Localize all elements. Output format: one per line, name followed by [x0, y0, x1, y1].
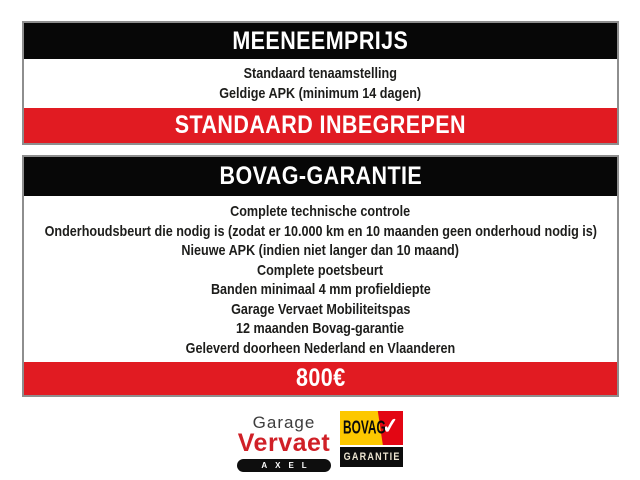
meeneemprijs-header-bar [24, 23, 617, 59]
vervaet-logo-name-text: Vervaet [237, 429, 331, 457]
bovag-logo-name: BOVAG [343, 417, 386, 438]
check-icon: ✓ [380, 414, 401, 439]
meeneemprijs-body [24, 59, 617, 108]
meeneemprijs-title: MEENEEMPRIJS [232, 26, 409, 55]
price-bar [24, 362, 617, 395]
list-item: Banden minimaal 4 mm profieldiepte [210, 281, 431, 298]
bovag-garantie-box [22, 155, 619, 397]
bovag-logo-garantie-label: GARANTIE [343, 451, 401, 463]
bovag-logo-top [340, 411, 403, 445]
list-item: Geldige APK (minimum 14 dagen) [219, 85, 422, 102]
vervaet-axel-badge: AXEL [237, 459, 331, 472]
list-item: Standaard tenaamstelling [243, 65, 398, 82]
bovag-garantie-logo [340, 411, 403, 467]
standaard-inbegrepen-bar [24, 108, 617, 143]
meeneemprijs-box [22, 21, 619, 145]
list-item: Garage Vervaet Mobiliteitspas [230, 300, 411, 318]
standaard-inbegrepen-label: STANDAARD INBEGREPEN [174, 111, 467, 139]
vervaet-logo-garage-text: Garage [252, 413, 316, 432]
list-item: Complete poetsbeurt [257, 261, 384, 279]
list-item: Geleverd doorheen Nederland en Vlaanderen [185, 339, 456, 357]
garage-vervaet-logo [237, 411, 331, 472]
list-item: Onderhoudsbeurt die nodig is (zodat er 10.000 km en 10 maanden geen onderhoud nodig is) [44, 222, 597, 240]
bovag-garantie-title: BOVAG-GARANTIE [219, 162, 422, 190]
bovag-garantie-header-bar [24, 157, 617, 196]
logos-row [0, 411, 640, 472]
price-label: 800€ [295, 364, 346, 392]
list-item: Nieuwe APK (indien niet langer dan 10 maand) [181, 242, 460, 259]
bovag-garantie-body [24, 196, 617, 362]
list-item: Complete technische controle [230, 203, 411, 220]
bovag-logo-bottom [340, 447, 403, 467]
list-item: 12 maanden Bovag-garantie [236, 320, 405, 337]
